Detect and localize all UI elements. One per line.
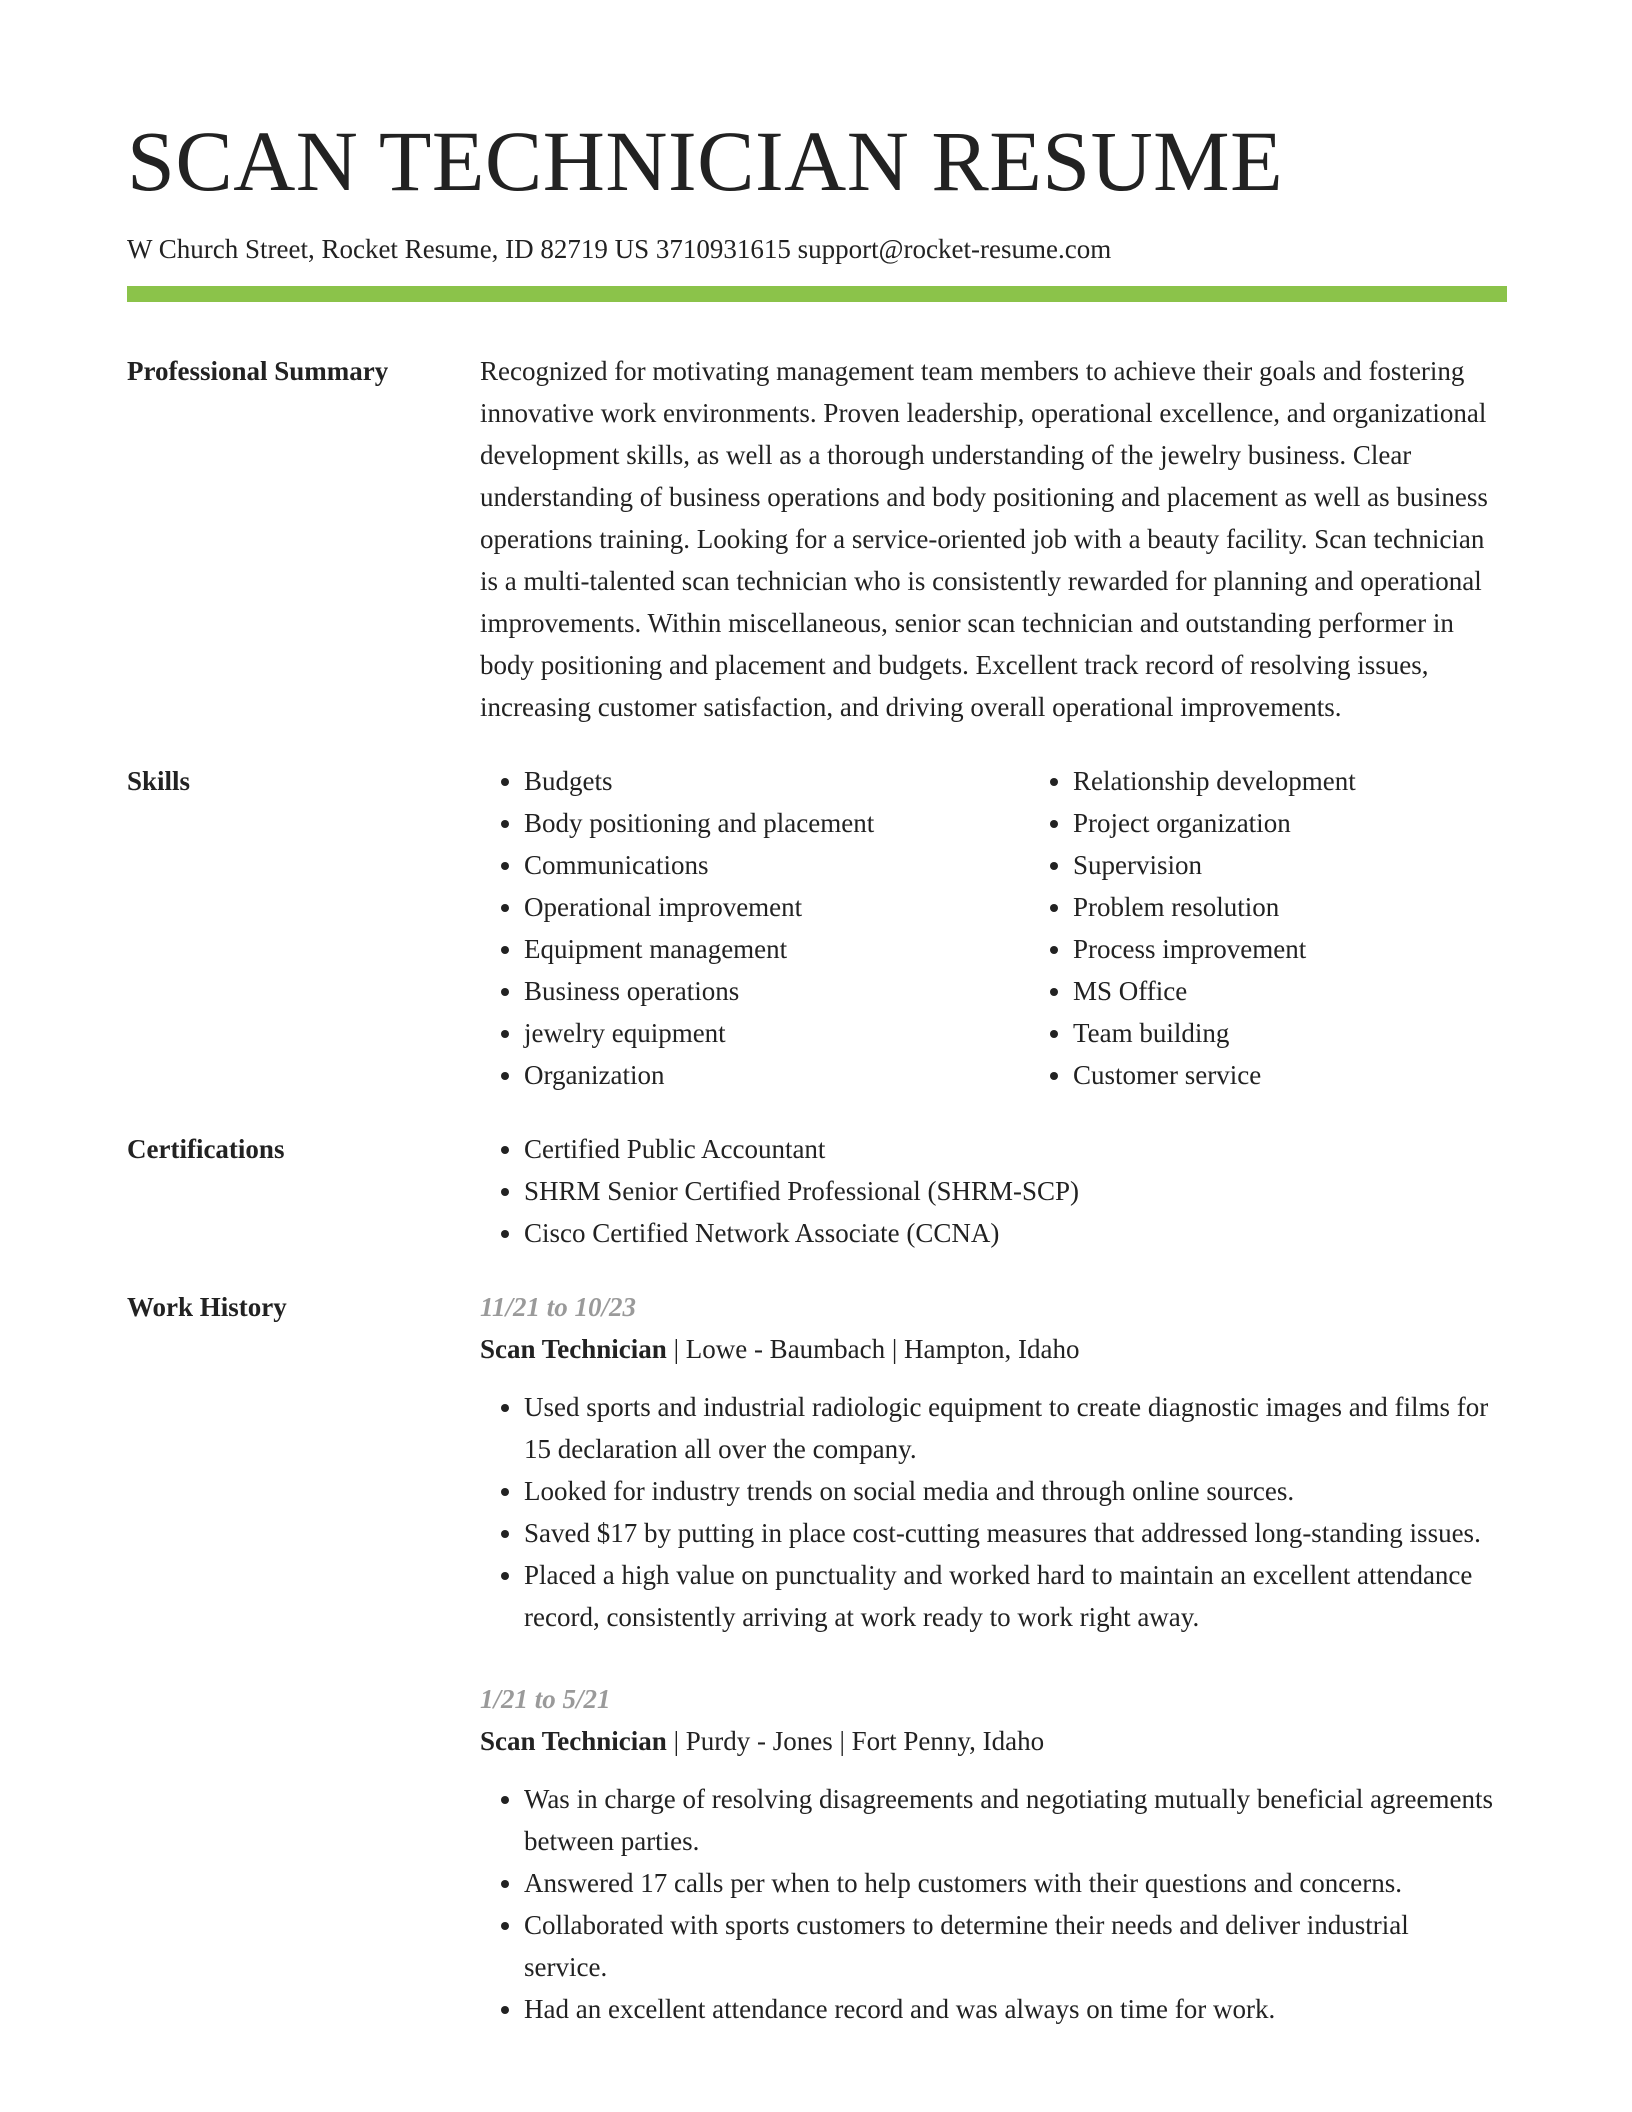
certifications-list [480, 1128, 1498, 1254]
job-bullets [480, 1386, 1498, 1638]
job-entry [480, 1678, 1498, 2030]
job-bullet: • Had an excellent attendance record and was always on time for work. [524, 1988, 1498, 2030]
certification-item: • Cisco Certified Network Associate (CCNA) [524, 1212, 1498, 1254]
summary-content [480, 350, 1498, 728]
summary-text: Recognized for motivating management team members to achieve their goals and fostering innovative work environments. Proven leadership, operational excellence, and organizational development skills, as well as a thorough understanding of the jewelry business. Clear understanding of business operations and body positioning and placement as well as business operations training. Looking for a service-oriented job with a beauty facility. Scan technician is a multi-talented scan technician who is consistently rewarded for planning and operational improvements. Within miscellaneous, senior scan technician and outstanding performer in body positioning and placement and budgets. Excellent track record of resolving issues, increasing customer satisfaction, and driving overall operational improvements. [480, 356, 1488, 722]
skill-item: • Problem resolution [1073, 886, 1578, 928]
job-bullet: • Collaborated with sports customers to determine their needs and deliver industrial service. [524, 1904, 1498, 1988]
skill-item: • Organization [524, 1054, 1029, 1096]
job-heading [480, 1328, 1498, 1370]
section-label-summary: Professional Summary [127, 356, 389, 386]
job-details: | Purdy - Jones | Fort Penny, Idaho [666, 1726, 1045, 1756]
job-heading [480, 1720, 1498, 1762]
skill-item: • Communications [524, 844, 1029, 886]
certifications-section [127, 1128, 1507, 1254]
certification-item: • SHRM Senior Certified Professional (SHRM-SCP) [524, 1170, 1498, 1212]
skill-item: • Equipment management [524, 928, 1029, 970]
skills-list-left [480, 760, 1029, 1096]
resume-body [127, 350, 1507, 2102]
work-history-content [480, 1286, 1498, 2070]
job-dates: 11/21 to 10/23 [480, 1292, 637, 1322]
job-bullet: • Saved $17 by putting in place cost-cutting measures that addressed long-standing issues. [524, 1512, 1498, 1554]
skills-content [480, 760, 1498, 1096]
section-label-certifications: Certifications [127, 1134, 285, 1164]
skill-item: • Operational improvement [524, 886, 1029, 928]
skill-item: • Budgets [524, 760, 1029, 802]
job-details: | Lowe - Baumbach | Hampton, Idaho [666, 1334, 1080, 1364]
certifications-content [480, 1128, 1498, 1254]
job-bullet: • Placed a high value on punctuality and worked hard to maintain an excellent attendance record, consistently arriving at work ready to work right away. [524, 1554, 1498, 1638]
skill-item: • jewelry equipment [524, 1012, 1029, 1054]
job-bullets [480, 1778, 1498, 2030]
job-bullet: • Answered 17 calls per when to help customers with their questions and concerns. [524, 1862, 1498, 1904]
job-title: Scan Technician [480, 1726, 667, 1756]
section-label-skills: Skills [127, 766, 191, 796]
skill-item: • Business operations [524, 970, 1029, 1012]
job-bullet: • Looked for industry trends on social media and through online sources. [524, 1470, 1498, 1512]
work-history-section [127, 1286, 1507, 2070]
resume-title: SCAN TECHNICIAN RESUME [127, 113, 1284, 209]
certification-item: • Certified Public Accountant [524, 1128, 1498, 1170]
job-title: Scan Technician [480, 1334, 667, 1364]
job-dates: 1/21 to 5/21 [480, 1684, 611, 1714]
skill-item: • Body positioning and placement [524, 802, 1029, 844]
skills-section [127, 760, 1507, 1096]
contact-line: W Church Street, Rocket Resume, ID 82719 US 3710931615 support@rocket-resume.com [127, 234, 1112, 264]
skill-item: • Relationship development [1073, 760, 1578, 802]
skill-item: • Team building [1073, 1012, 1578, 1054]
skill-item: • Project organization [1073, 802, 1578, 844]
summary-section [127, 350, 1507, 728]
skill-item: • Customer service [1073, 1054, 1578, 1096]
skill-item: • MS Office [1073, 970, 1578, 1012]
accent-divider [127, 286, 1507, 302]
skill-item: • Process improvement [1073, 928, 1578, 970]
job-bullet: • Used sports and industrial radiologic equipment to create diagnostic images and films for 15 declaration all over the company. [524, 1386, 1498, 1470]
job-bullet: • Was in charge of resolving disagreements and negotiating mutually beneficial agreements between parties. [524, 1778, 1498, 1862]
skill-item: • Supervision [1073, 844, 1578, 886]
skills-list-right [1029, 760, 1578, 1096]
job-entry [480, 1286, 1498, 1638]
section-label-work-history: Work History [127, 1292, 287, 1322]
